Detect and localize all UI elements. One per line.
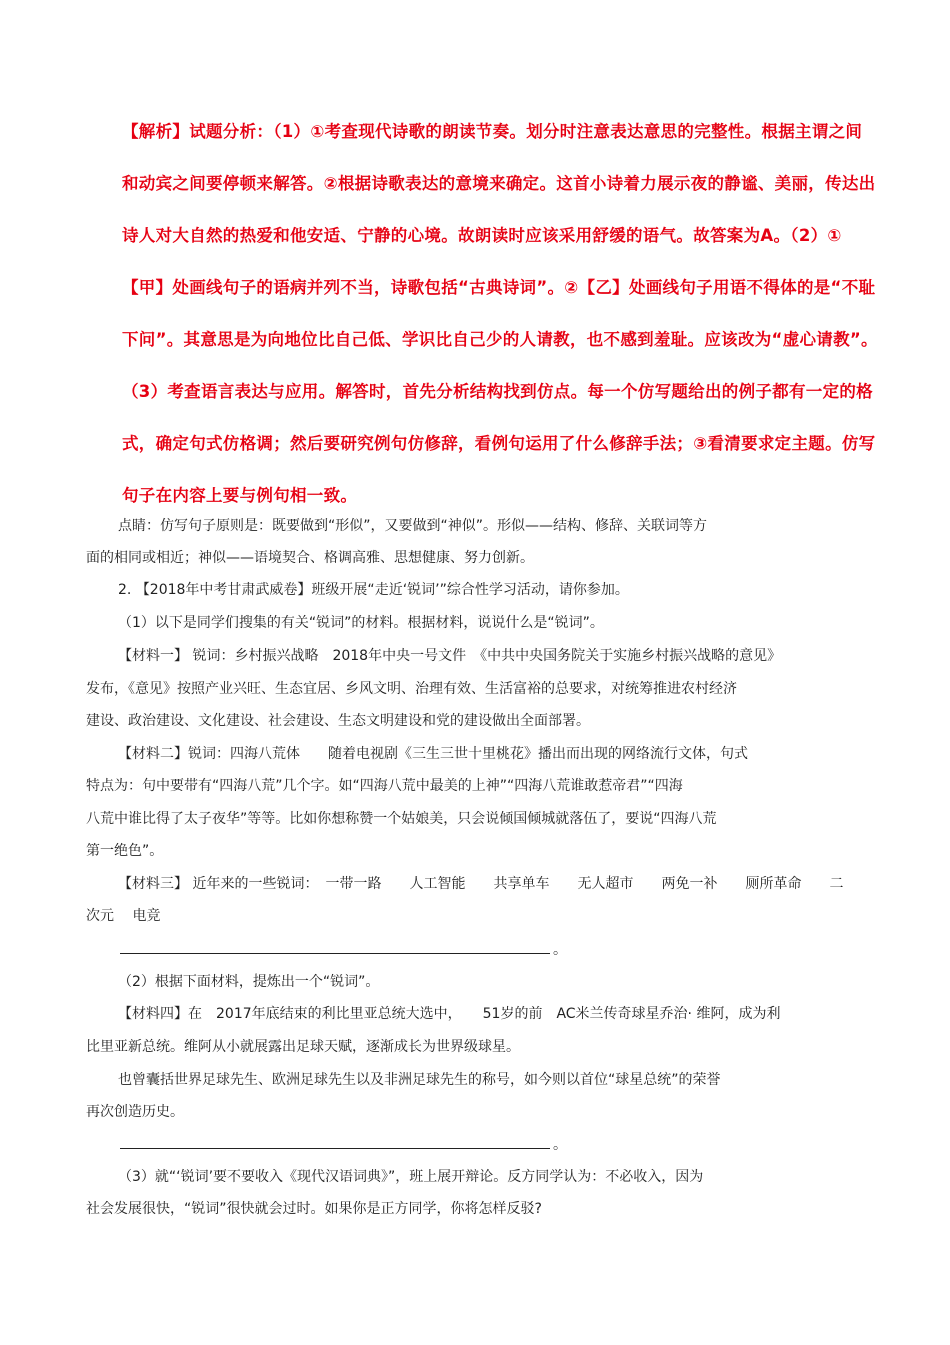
material-line: 八荒中谁比得了太子夜华”等等。比如你想称赞一个姑娘美，只会说倾国倾城就落伍了，要说“四海八荒 xyxy=(86,811,717,827)
analysis-line: 式，确定句式仿格调；然后要研究例句仿修辞，看例句运用了什么修辞手法；③看清要求定主题。仿写 xyxy=(122,434,876,453)
material-line: 【材料三】 近年来的一些锐词： 一带一路 人工智能 共享单车 无人超市 两免一补 厕所革命 二 xyxy=(118,876,844,892)
analysis-line: 和动宾之间要停顿来解答。②根据诗歌表达的意境来确定。这首小诗着力展示夜的静谧、美丽，传达出 xyxy=(122,174,876,193)
material-line: 第一绝色”。 xyxy=(86,843,164,859)
material-line: 特点为：句中要带有“四海八荒”几个字。如“四海八荒中最美的上神”“四海八荒谁敢惹帝君”“四海 xyxy=(86,778,683,794)
material-line: 建设、政治建设、文化建设、社会建设、生态文明建设和党的建设做出全面部署。 xyxy=(86,713,590,729)
question-part: （2）根据下面材料，提炼出一个“锐词”。 xyxy=(118,974,380,990)
analysis-line: 【甲】处画线句子的语病并列不当，诗歌包括“古典诗词”。②【乙】处画线句子用语不得体的是“不耻 xyxy=(122,278,876,297)
material-line: 也曾囊括世界足球先生、欧洲足球先生以及非洲足球先生的称号，如今则以首位“球星总统”的荣誉 xyxy=(118,1072,721,1088)
question-part: 社会发展很快，“锐词”很快就会过时。如果你是正方同学，你将怎样反驳? xyxy=(86,1201,542,1217)
material-line: 【材料一】 锐词：乡村振兴战略 2018年中央一号文件 《中共中央国务院关于实施乡村振兴战略的意见》 xyxy=(118,648,782,664)
analysis-line: 【解析】试题分析：（1）①考查现代诗歌的朗读节奏。划分时注意表达意思的完整性。根据主谓之间 xyxy=(122,122,863,141)
analysis-line: 诗人对大自然的热爱和他安适、宁静的心境。故朗读时应该采用舒缓的语气。故答案为A。（2）① xyxy=(122,226,842,245)
tip-text: 点睛：仿写句子原则是：既要做到“形似”，又要做到“神似”。形似——结构、修辞、关联词等方 xyxy=(118,518,708,534)
blank-period: 。 xyxy=(553,942,567,958)
answer-blank[interactable] xyxy=(120,953,550,954)
material-line: 再次创造历史。 xyxy=(86,1104,184,1120)
question-title: 2. 【2018年中考甘肃武威卷】班级开展“走近‘锐词’”综合性学习活动，请你参加。 xyxy=(118,582,629,598)
material-line: 【材料二】锐词：四海八荒体 随着电视剧《三生三世十里桃花》播出而出现的网络流行文体，句式 xyxy=(118,746,748,762)
question-part: （1）以下是同学们搜集的有关“锐词”的材料。根据材料，说说什么是“锐词”。 xyxy=(118,615,604,631)
analysis-line: 句子在内容上要与例句相一致。 xyxy=(122,486,358,505)
material-line: 发布，《意见》按照产业兴旺、生态宜居、乡风文明、治理有效、生活富裕的总要求，对统筹推进农村经济 xyxy=(86,681,737,697)
question-part: （3）就“‘锐词’要不要收入《现代汉语词典》”，班上展开辩论。反方同学认为：不必收入，因为 xyxy=(118,1169,704,1185)
tip-text: 面的相同或相近；神似——语境契合、格调高雅、思想健康、努力创新。 xyxy=(86,550,534,566)
blank-period: 。 xyxy=(553,1137,567,1153)
material-line: 比里亚新总统。维阿从小就展露出足球天赋，逐渐成长为世界级球星。 xyxy=(86,1039,520,1055)
analysis-line: （3）考查语言表达与应用。解答时，首先分析结构找到仿点。每一个仿写题给出的例子都有一定的格 xyxy=(122,382,873,401)
answer-blank[interactable] xyxy=(120,1148,550,1149)
material-line: 次元 电竞 xyxy=(86,908,161,924)
material-line: 【材料四】在 2017年底结束的利比里亚总统大选中， 51岁的前 AC米兰传奇球星乔治· 维阿，成为利 xyxy=(118,1006,781,1022)
analysis-line: 下问”。其意思是为向地位比自己低、学识比自己少的人请教，也不感到羞耻。应该改为“虚心请教”。 xyxy=(122,330,878,349)
